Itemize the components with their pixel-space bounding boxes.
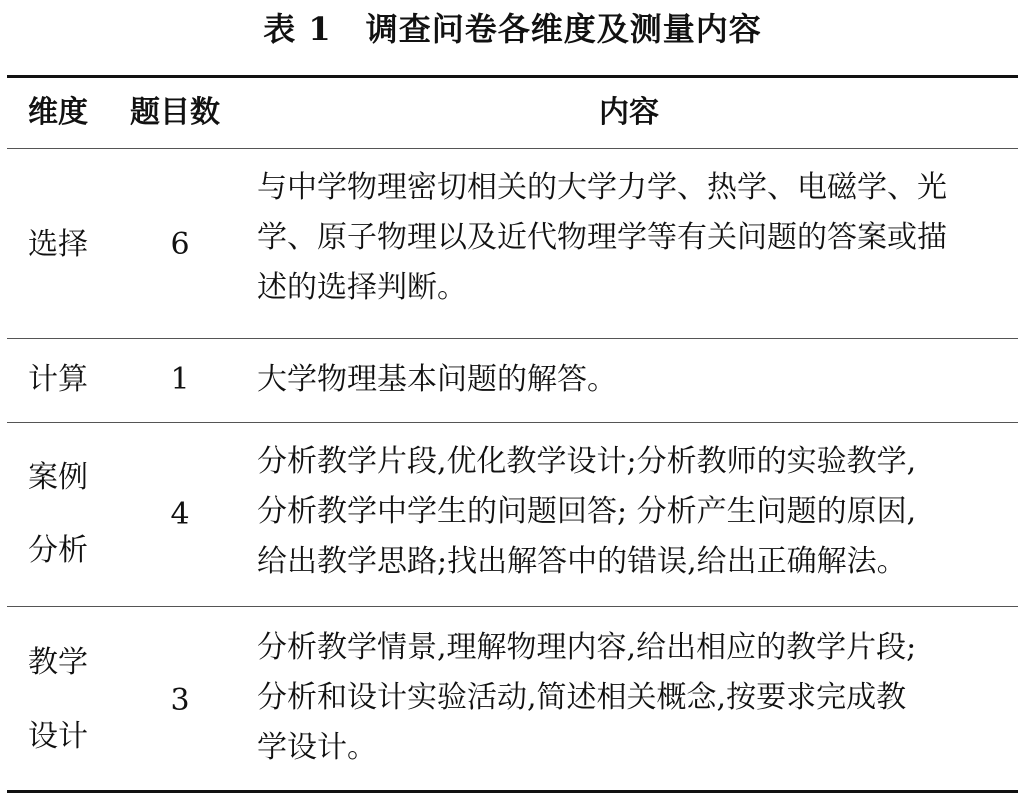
row-content-line: 与中学物理密切相关的大学力学、热学、电磁学、光 xyxy=(257,170,947,205)
header-count: 题目数 xyxy=(130,95,220,130)
bottom-rule xyxy=(7,790,1018,793)
table-title xyxy=(0,4,1025,54)
row-content-line: 大学物理基本问题的解答。 xyxy=(257,362,617,397)
row-dimension-line: 分析 xyxy=(28,533,88,568)
row-count: 6 xyxy=(170,227,190,262)
row-content-line: 述的选择判断。 xyxy=(257,270,467,305)
row-content xyxy=(257,163,1012,313)
table-caption: 调查问卷各维度及测量内容 xyxy=(365,10,762,48)
row-dimension-line: 选择 xyxy=(28,227,88,262)
header-dimension: 维度 xyxy=(28,95,88,130)
table-number: 表 1 xyxy=(263,10,332,48)
header-rule xyxy=(7,148,1018,149)
row-divider xyxy=(7,422,1018,423)
row-dimension-line: 教学 xyxy=(28,645,88,680)
row-count: 1 xyxy=(170,362,190,397)
row-dimension-line: 设计 xyxy=(28,719,88,754)
top-rule xyxy=(7,75,1018,78)
row-count: 3 xyxy=(170,683,190,718)
row-content-line: 分析教学片段,优化教学设计;分析教师的实验教学, xyxy=(257,444,917,479)
row-content xyxy=(257,437,1012,587)
row-content xyxy=(257,355,1012,405)
row-dimension-line: 案例 xyxy=(28,460,88,495)
row-content-line: 分析教学中学生的问题回答; 分析产生问题的原因, xyxy=(257,494,917,529)
row-divider xyxy=(7,606,1018,607)
row-content-line: 分析和设计实验活动,简述相关概念,按要求完成教 xyxy=(257,680,907,715)
row-content-line: 学、原子物理以及近代物理学等有关问题的答案或描 xyxy=(257,220,947,255)
row-content-line: 学设计。 xyxy=(257,730,377,765)
row-content xyxy=(257,623,1012,773)
row-divider xyxy=(7,338,1018,339)
row-content-line: 给出教学思路;找出解答中的错误,给出正确解法。 xyxy=(257,544,907,579)
row-count: 4 xyxy=(170,497,190,532)
header-content: 内容 xyxy=(599,95,659,130)
row-dimension-line: 计算 xyxy=(28,362,88,397)
row-content-line: 分析教学情景,理解物理内容,给出相应的教学片段; xyxy=(257,630,917,665)
